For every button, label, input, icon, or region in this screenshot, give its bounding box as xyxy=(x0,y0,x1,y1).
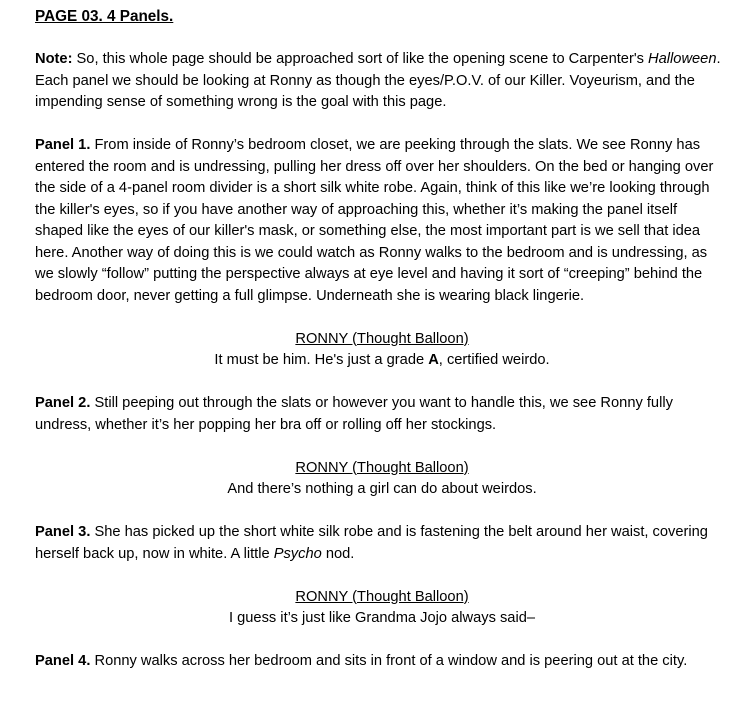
panel-2-body: Still peeping out through the slats or however you want to handle this, we see Ronny fully undress, whether it’s her popping her bra off or rolling off her stockings. xyxy=(35,395,673,433)
note-movie-title: Halloween xyxy=(648,51,717,67)
dialogue-1-line xyxy=(35,350,729,372)
panel-1-label: Panel 1. xyxy=(35,137,91,153)
panel-4-paragraph xyxy=(35,651,729,673)
panel-3-body-1: She has picked up the short white silk robe and is fastening the belt around her waist, covering herself back up, now in white. A little xyxy=(35,524,708,562)
panel-3-label: Panel 3. xyxy=(35,524,91,540)
panel-1-body: From inside of Ronny’s bedroom closet, we are peeking through the slats. We see Ronny has entered the room and is undressing, pulling her dress off over her shoulders. On the bed or hanging over the side of a 4-panel room divider is a short silk white robe. Again, think of this like we’re looking through the killer's eyes, so if you have another way of approaching this, whether it’s making the panel itself shaped like the eyes of our killer's mask, or something else, the most important part is we sell that idea here. Another way of doing this is we could watch as Ronny walks to the bedroom and is undressing, as we slowly “follow” putting the perspective always at eye level and having it sort of “creeping” behind the bedroom door, never getting a full glimpse. Underneath she is wearing black lingerie. xyxy=(35,137,714,304)
note-body-2: . Each panel we should be looking at Ronny as though the eyes/P.O.V. of our Killer. Voyeurism, and the impending sense of something wrong is the goal with this page. xyxy=(35,51,721,110)
panel-3-movie-title: Psycho xyxy=(273,545,322,562)
note-body-1: So, this whole page should be approached sort of like the opening scene to Carpenter's xyxy=(72,51,649,67)
panel-2-label: Panel 2. xyxy=(35,395,91,411)
dialogue-2-speaker: RONNY (Thought Balloon) xyxy=(295,459,469,476)
dialogue-1-after-bold: , certified weirdo. xyxy=(438,352,550,368)
dialogue-1-speaker: RONNY (Thought Balloon) xyxy=(295,330,469,347)
page-title-text: PAGE 03. 4 Panels. xyxy=(35,8,174,25)
dialogue-3 xyxy=(35,587,729,630)
note-paragraph xyxy=(35,49,729,114)
note-label: Note: xyxy=(35,51,73,67)
dialogue-1 xyxy=(35,329,729,372)
dialogue-3-speaker-line xyxy=(35,587,729,609)
panel-3-body-2: nod. xyxy=(321,545,355,562)
dialogue-1-before-bold: It must be him. He's just a grade xyxy=(214,352,429,368)
panel-3-paragraph xyxy=(35,522,729,565)
panel-2-paragraph xyxy=(35,393,729,436)
panel-4-label: Panel 4. xyxy=(35,653,91,669)
dialogue-3-line: I guess it’s just like Grandma Jojo always said– xyxy=(228,610,536,626)
dialogue-2-speaker-line xyxy=(35,458,729,480)
dialogue-1-bold: A xyxy=(428,352,439,368)
dialogue-3-speaker: RONNY (Thought Balloon) xyxy=(295,588,469,605)
dialogue-1-speaker-line xyxy=(35,329,729,351)
dialogue-2-line: And there’s nothing a girl can do about weirdos. xyxy=(227,481,537,497)
panel-4-body: Ronny walks across her bedroom and sits in front of a window and is peering out at the city. xyxy=(90,653,688,669)
panel-1-paragraph xyxy=(35,135,729,307)
dialogue-2 xyxy=(35,458,729,501)
page-title xyxy=(35,6,729,28)
